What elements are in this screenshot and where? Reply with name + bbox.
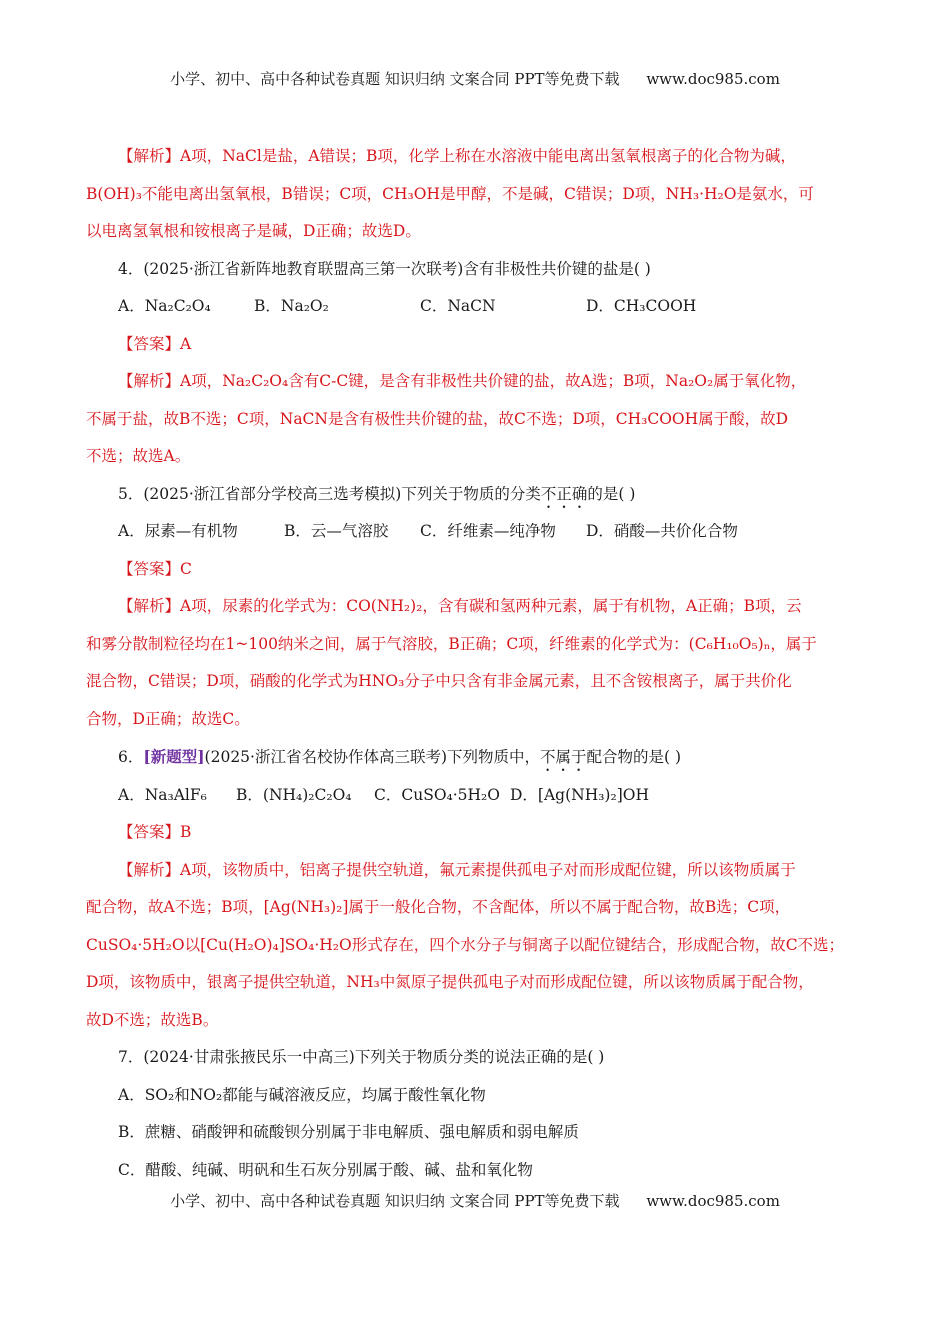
q6-analysis-line: D项，该物质中，银离子提供空轨道，NH₃中氮原子提供孤电子对而形成配位键，所以该物质属于配合物， <box>86 973 814 991</box>
q5-option-d: D．硝酸—共价化合物 <box>586 522 738 540</box>
q4-answer <box>86 326 862 364</box>
q5-option-a: A．尿素—有机物 <box>118 522 238 540</box>
q5-stem-post: 的是( ) <box>587 484 636 503</box>
q5-stem-pre: 5．(2025·浙江省部分学校高三选考模拟)下列关于物质的分类 <box>118 484 541 503</box>
q7-option-c: C．醋酸、纯碱、明矾和生石灰分别属于酸、碱、盐和氧化物 <box>118 1160 533 1179</box>
q4-option-d: D．CH₃COOH <box>586 297 697 315</box>
q6-analysis-text: A项，该物质中，铝离子提供空轨道，氟元素提供孤电子对而形成配位键，所以该物质属于 <box>180 860 796 879</box>
footer-site-link[interactable]: www.doc985.com <box>646 1192 780 1210</box>
q3-analysis-text: A项，NaCl是盐，A错误；B项，化学上称在水溶液中能电离出氢氧根离子的化合物为碱， <box>180 147 796 165</box>
answer-label: 【答案】 <box>118 823 181 841</box>
q5-analysis-line <box>86 588 862 626</box>
q5-analysis-line: 和雾分散制粒径均在1~100纳米之间，属于气溶胶，B正确；C项，纤维素的化学式为：(C₆H₁₀O₅)ₙ，属于 <box>86 634 817 653</box>
question-4-stem: 4．(2025·浙江省新阵地教育联盟高三第一次联考)含有非极性共价键的盐是( ) <box>118 259 651 278</box>
analysis-label: 【解析】 <box>118 860 181 879</box>
q6-answer <box>86 814 862 852</box>
q6-analysis-line: 配合物，故A不选；B项，[Ag(NH₃)₂]属于一般化合物，不含配体，所以不属于配合物，故B选；C项， <box>86 898 791 916</box>
analysis-label: 【解析】 <box>118 147 181 165</box>
question-6-stem <box>86 738 862 777</box>
question-4-options <box>86 288 862 326</box>
analysis-label: 【解析】 <box>118 372 181 390</box>
question-5-stem <box>86 476 862 514</box>
q6-stem-emphasis: 不属于 <box>540 748 587 766</box>
q5-analysis-text: A项，尿素的化学式为：CO(NH₂)₂，含有碳和氢两种元素，属于有机物，A正确；B项，云 <box>180 597 802 615</box>
q5-analysis-line: 合物，D正确；故选C。 <box>86 709 250 728</box>
q5-option-b: B．云—气溶胶 <box>284 522 389 540</box>
q4-answer-value: A <box>180 334 192 353</box>
header-site-link[interactable]: www.doc985.com <box>646 70 780 88</box>
analysis-label: 【解析】 <box>118 597 181 615</box>
answer-label: 【答案】 <box>118 334 181 353</box>
document-body <box>86 138 862 1189</box>
q5-answer <box>86 551 862 589</box>
q4-analysis-line: 不选；故选A。 <box>86 447 191 465</box>
q7-option-a: A．SO₂和NO₂都能与碱溶液反应，均属于酸性氧化物 <box>118 1085 486 1104</box>
q3-analysis-line <box>86 138 862 176</box>
q4-analysis-line <box>86 363 862 401</box>
q6-option-a: A．Na₃AlF₆ <box>118 785 207 804</box>
q6-analysis-line <box>86 852 862 890</box>
q6-option-b: B．(NH₄)₂C₂O₄ <box>236 785 352 804</box>
page-header <box>0 68 950 89</box>
q6-option-d: D．[Ag(NH₃)₂]OH <box>510 785 649 804</box>
q4-analysis-line: 不属于盐，故B不选；C项，NaCN是含有极性共价键的盐，故C不选；D项，CH₃COOH属于酸，故D <box>86 409 789 428</box>
q3-analysis-line: B(OH)₃不能电离出氢氧根，B错误；C项，CH₃OH是甲醇，不是碱，C错误；D项，NH₃·H₂O是氨水，可 <box>86 184 814 203</box>
question-6-options <box>86 777 862 815</box>
q6-answer-value: B <box>180 823 192 841</box>
q7-option-b: B．蔗糖、硝酸钾和硫酸钡分别属于非电解质、强电解质和弱电解质 <box>118 1123 579 1141</box>
q4-option-b: B．Na₂O₂ <box>254 297 329 315</box>
q6-number: 6． <box>118 748 144 766</box>
q4-option-a: A．Na₂C₂O₄ <box>118 297 211 315</box>
header-text: 小学、初中、高中各种试卷真题 知识归纳 文案合同 PPT等免费下载 <box>170 70 620 88</box>
q6-analysis-line: CuSO₄·5H₂O以[Cu(H₂O)₄]SO₄·H₂O形式存在，四个水分子与铜离子以配位键结合，形成配合物，故C不选； <box>86 935 845 954</box>
q6-option-c: C．CuSO₄·5H₂O <box>374 785 500 804</box>
q5-option-c: C．纤维素—纯净物 <box>420 522 556 540</box>
q6-stem-pre: (2025·浙江省名校协作体高三联考)下列物质中， <box>204 748 541 766</box>
q5-stem-emphasis: 不正确 <box>540 484 588 503</box>
answer-label: 【答案】 <box>118 559 181 578</box>
q4-analysis-text: A项，Na₂C₂O₄含有C-C键，是含有非极性共价键的盐，故A选；B项，Na₂O₂属于氧化物， <box>180 372 807 390</box>
footer-text: 小学、初中、高中各种试卷真题 知识归纳 文案合同 PPT等免费下载 <box>170 1192 620 1210</box>
q5-answer-value: C <box>180 559 192 578</box>
q4-option-c: C．NaCN <box>420 297 496 315</box>
question-7-stem: 7．(2024·甘肃张掖民乐一中高三)下列关于物质分类的说法正确的是( ) <box>118 1048 605 1066</box>
q6-stem-post: 配合物的是( ) <box>586 748 682 766</box>
q3-analysis-line: 以电离氢氧根和铵根离子是碱，D正确；故选D。 <box>86 222 421 240</box>
page-footer <box>0 1190 950 1211</box>
q6-analysis-line: 故D不选；故选B。 <box>86 1010 219 1029</box>
q5-analysis-line: 混合物，C错误；D项，硝酸的化学式为HNO₃分子中只含有非金属元素，且不含铵根离子，属于共价化 <box>86 672 792 690</box>
new-type-tag: [新题型] <box>143 747 205 766</box>
question-5-options <box>86 513 862 551</box>
